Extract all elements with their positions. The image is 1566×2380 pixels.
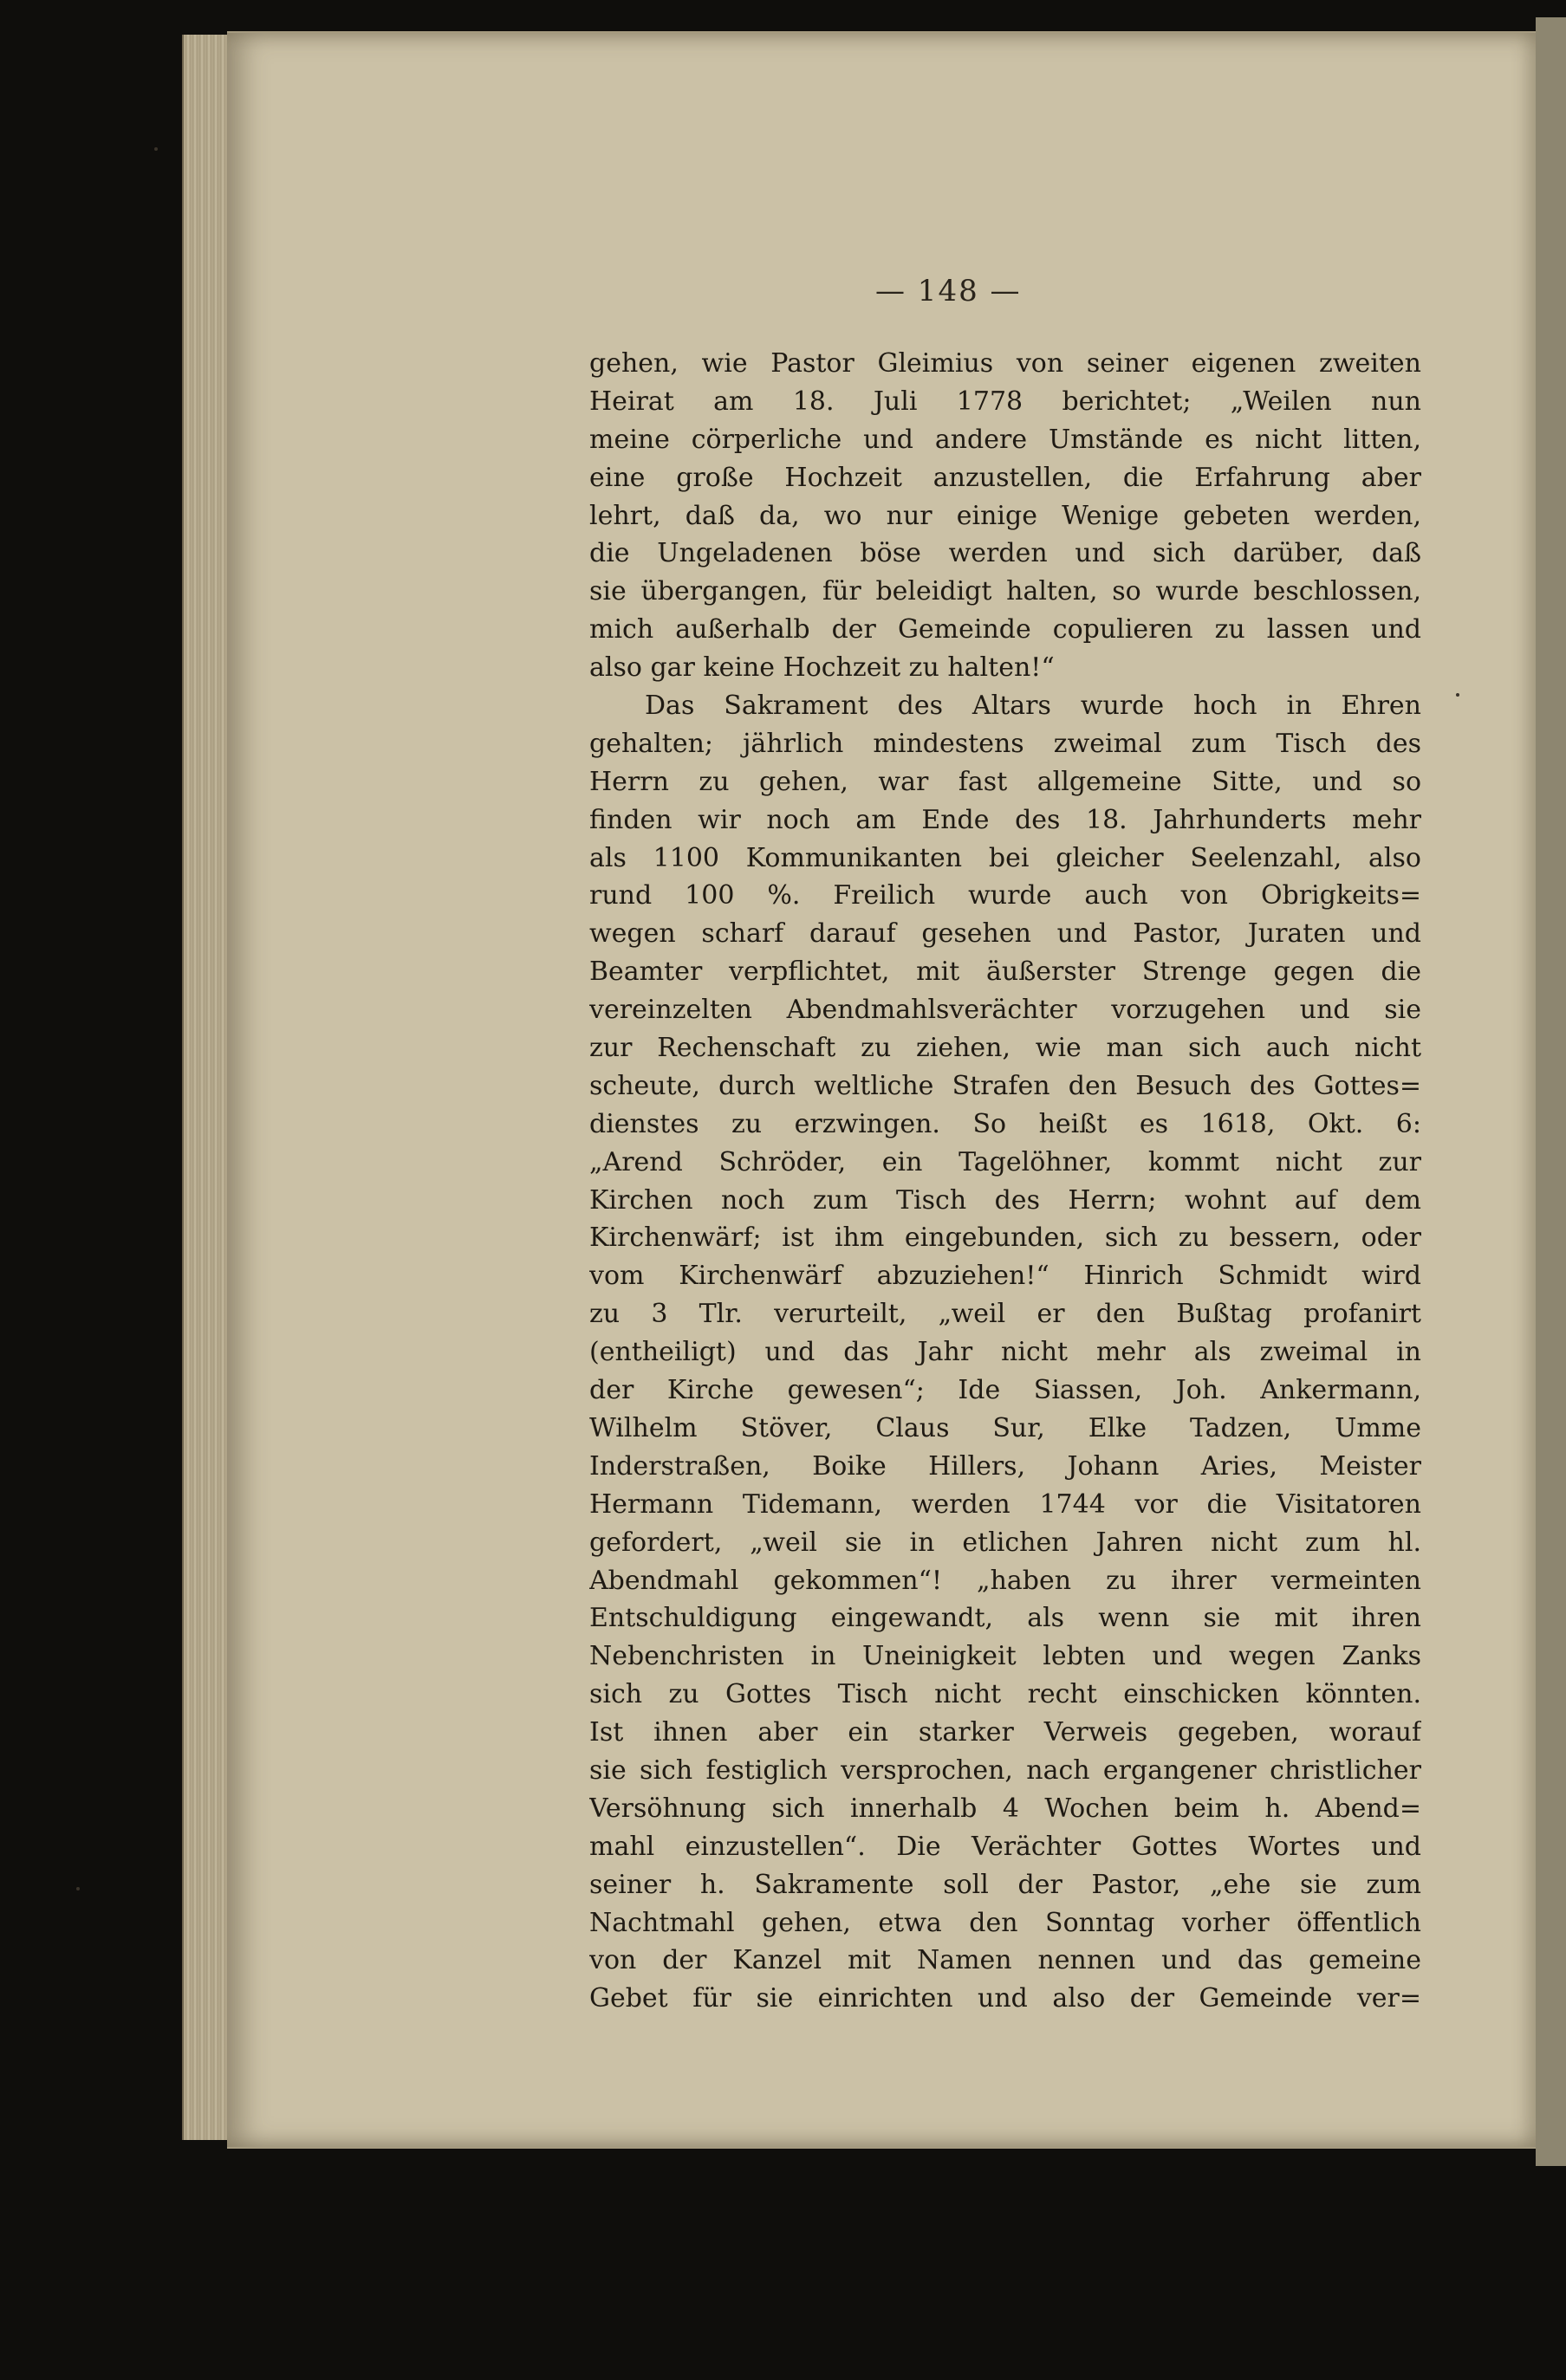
text-line: gefordert, „weil sie in etlichen Jahren nicht zum hl. <box>589 1527 1421 1558</box>
text-line: die Ungeladenen böse werden und sich darüber, daß <box>589 538 1421 569</box>
text-line: (entheiligt) und das Jahr nicht mehr als zweimal in <box>589 1337 1421 1368</box>
adjacent-page-strip <box>1536 17 1566 2166</box>
text-line: also gar keine Hochzeit zu halten!“ <box>589 652 1055 684</box>
text-line: gehen, wie Pastor Gleimius von seiner eigenen zweiten <box>589 348 1421 379</box>
text-line: eine große Hochzeit anzustellen, die Erfahrung aber <box>589 462 1421 493</box>
dust-speck <box>1456 693 1459 697</box>
text-line: sie sich festiglich versprochen, nach ergangener christlicher <box>589 1754 1421 1786</box>
text-line: vom Kirchenwärf abzuziehen!“ Hinrich Schmidt wird <box>589 1261 1421 1292</box>
text-line: mich außerhalb der Gemeinde copulieren zu lassen und <box>589 614 1421 645</box>
text-line: dienstes zu erzwingen. So heißt es 1618, Okt. 6: <box>589 1108 1421 1139</box>
text-line: seiner h. Sakramente soll der Pastor, „ehe sie zum <box>589 1869 1421 1900</box>
dust-speck <box>154 147 158 151</box>
text-line: Kirchenwärf; ist ihm eingebunden, sich zu bessern, oder <box>589 1222 1421 1254</box>
text-line: zur Rechenschaft zu ziehen, wie man sich auch nicht <box>589 1033 1421 1064</box>
text-line: der Kirche gewesen“; Ide Siassen, Joh. Ankermann, <box>589 1375 1421 1406</box>
text-line: sie übergangen, für beleidigt halten, so wurde beschlossen, <box>589 576 1421 607</box>
text-line: zu 3 Tlr. verurteilt, „weil er den Bußtag profanirt <box>589 1299 1421 1330</box>
text-line: wegen scharf darauf gesehen und Pastor, Juraten und <box>589 918 1421 950</box>
text-line: mahl einzustellen“. Die Verächter Gottes Wortes und <box>589 1831 1421 1862</box>
text-line: meine cörperliche und andere Umstände es nicht litten, <box>589 424 1421 455</box>
text-line: Heirat am 18. Juli 1778 berichtet; „Weilen nun <box>589 386 1421 417</box>
text-line: Entschuldigung eingewandt, als wenn sie mit ihren <box>589 1603 1421 1634</box>
text-line: von der Kanzel mit Namen nennen und das gemeine <box>589 1945 1421 1976</box>
body-text <box>589 345 1421 2018</box>
text-line: Kirchen noch zum Tisch des Herrn; wohnt auf dem <box>589 1184 1421 1216</box>
text-line: Nachtmahl gehen, etwa den Sonntag vorher öffentlich <box>589 1907 1421 1938</box>
text-line: Versöhnung sich innerhalb 4 Wochen beim h. Abend= <box>589 1793 1421 1824</box>
page-number: — 148 — <box>875 274 1022 308</box>
text-line: finden wir noch am Ende des 18. Jahrhunderts mehr <box>589 804 1421 835</box>
text-line: Gebet für sie einrichten und also der Gemeinde ver= <box>589 1983 1421 2014</box>
text-line: scheute, durch weltliche Strafen den Besuch des Gottes= <box>589 1070 1421 1101</box>
text-line: als 1100 Kommunikanten bei gleicher Seelenzahl, also <box>589 842 1421 873</box>
text-line: Nebenchristen in Uneinigkeit lebten und wegen Zanks <box>589 1641 1421 1672</box>
text-line: Inderstraßen, Boike Hillers, Johann Aries, Meister <box>589 1450 1421 1482</box>
text-line: Hermann Tidemann, werden 1744 vor die Visitatoren <box>589 1488 1421 1520</box>
text-line: Beamter verpflichtet, mit äußerster Strenge gegen die <box>589 957 1421 988</box>
text-line: lehrt, daß da, wo nur einige Wenige gebeten werden, <box>589 500 1421 531</box>
dust-speck <box>76 1887 80 1890</box>
text-line: gehalten; jährlich mindestens zweimal zum Tisch des <box>589 728 1421 759</box>
text-line: Wilhelm Stöver, Claus Sur, Elke Tadzen, Umme <box>589 1412 1421 1443</box>
text-line: vereinzelten Abendmahlsverächter vorzugehen und sie <box>589 995 1421 1026</box>
text-line: Ist ihnen aber ein starker Verweis gegeben, worauf <box>589 1717 1421 1748</box>
text-line: Das Sakrament des Altars wurde hoch in Ehren <box>645 691 1421 722</box>
text-line: Herrn zu gehen, war fast allgemeine Sitte, und so <box>589 766 1421 797</box>
text-line: rund 100 %. Freilich wurde auch von Obrigkeits= <box>589 880 1421 911</box>
text-line: „Arend Schröder, ein Tagelöhner, kommt nicht zur <box>589 1146 1421 1177</box>
text-line: sich zu Gottes Tisch nicht recht einschicken könnten. <box>589 1679 1421 1710</box>
text-line: Abendmahl gekommen“! „haben zu ihrer vermeinten <box>589 1565 1421 1596</box>
